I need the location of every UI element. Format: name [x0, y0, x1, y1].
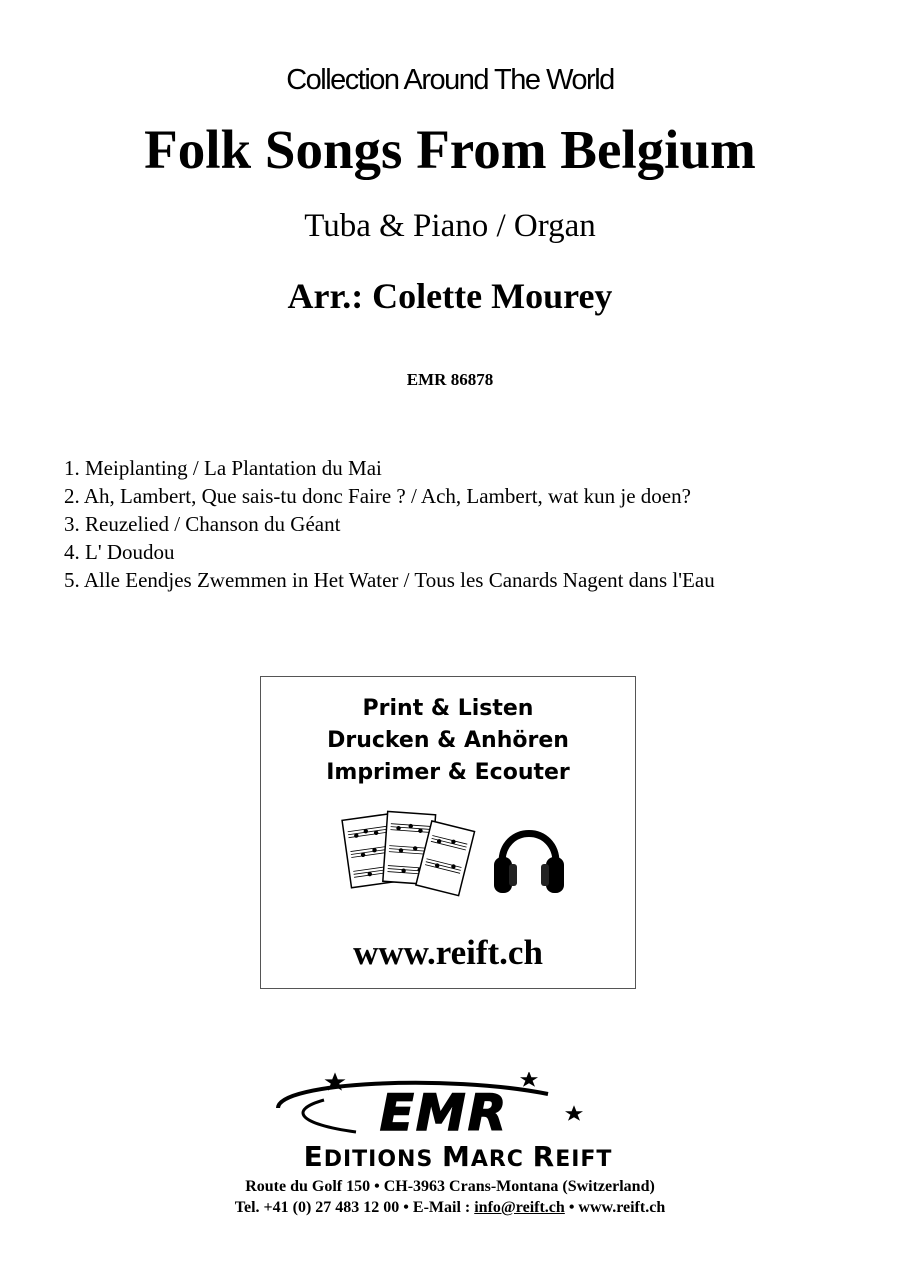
promo-line-english: Print & Listen [362, 696, 534, 721]
contact-phone: Tel. +41 (0) 27 483 12 00 • E-Mail : [234, 1199, 475, 1216]
publisher-name: EDITIONS MARC REIFT [303, 1140, 613, 1172]
sheet-music-icon [342, 811, 474, 895]
song-item: 4. L' Doudou [64, 540, 175, 564]
website-url[interactable]: www.reift.ch [353, 933, 543, 972]
email-link[interactable]: info@reift.ch [474, 1199, 565, 1216]
logo-emr-text: EMR [379, 1084, 509, 1142]
catalog-code: EMR 86878 [406, 370, 494, 389]
publisher-contact [0, 1199, 900, 1217]
publisher-address: Route du Golf 150 • CH-3963 Crans-Montana (Switzerland) [245, 1178, 655, 1195]
collection-title: Collection Around The World [286, 64, 614, 96]
print-listen-box [260, 676, 636, 989]
instrumentation: Tuba & Piano / Organ [304, 208, 596, 244]
song-item: 2. Ah, Lambert, Que sais-tu donc Faire ? / Ach, Lambert, wat kun je doen? [64, 484, 691, 508]
song-list [64, 454, 715, 594]
promo-icons [339, 809, 569, 899]
publisher-logo [238, 1072, 678, 1172]
page-title: Folk Songs From Belgium [144, 119, 756, 180]
song-item: 1. Meiplanting / La Plantation du Mai [64, 456, 382, 480]
headphones-icon [494, 834, 564, 894]
song-item: 5. Alle Eendjes Zwemmen in Het Water / Tous les Canards Nagent dans l'Eau [64, 568, 715, 592]
promo-line-german: Drucken & Anhören [327, 728, 569, 753]
contact-web: • www.reift.ch [564, 1199, 666, 1216]
song-item: 3. Reuzelied / Chanson du Géant [64, 512, 341, 536]
star-icon [520, 1072, 538, 1087]
arranger: Arr.: Colette Mourey [287, 276, 613, 316]
star-icon [565, 1105, 583, 1121]
promo-line-french: Imprimer & Ecouter [326, 760, 570, 785]
